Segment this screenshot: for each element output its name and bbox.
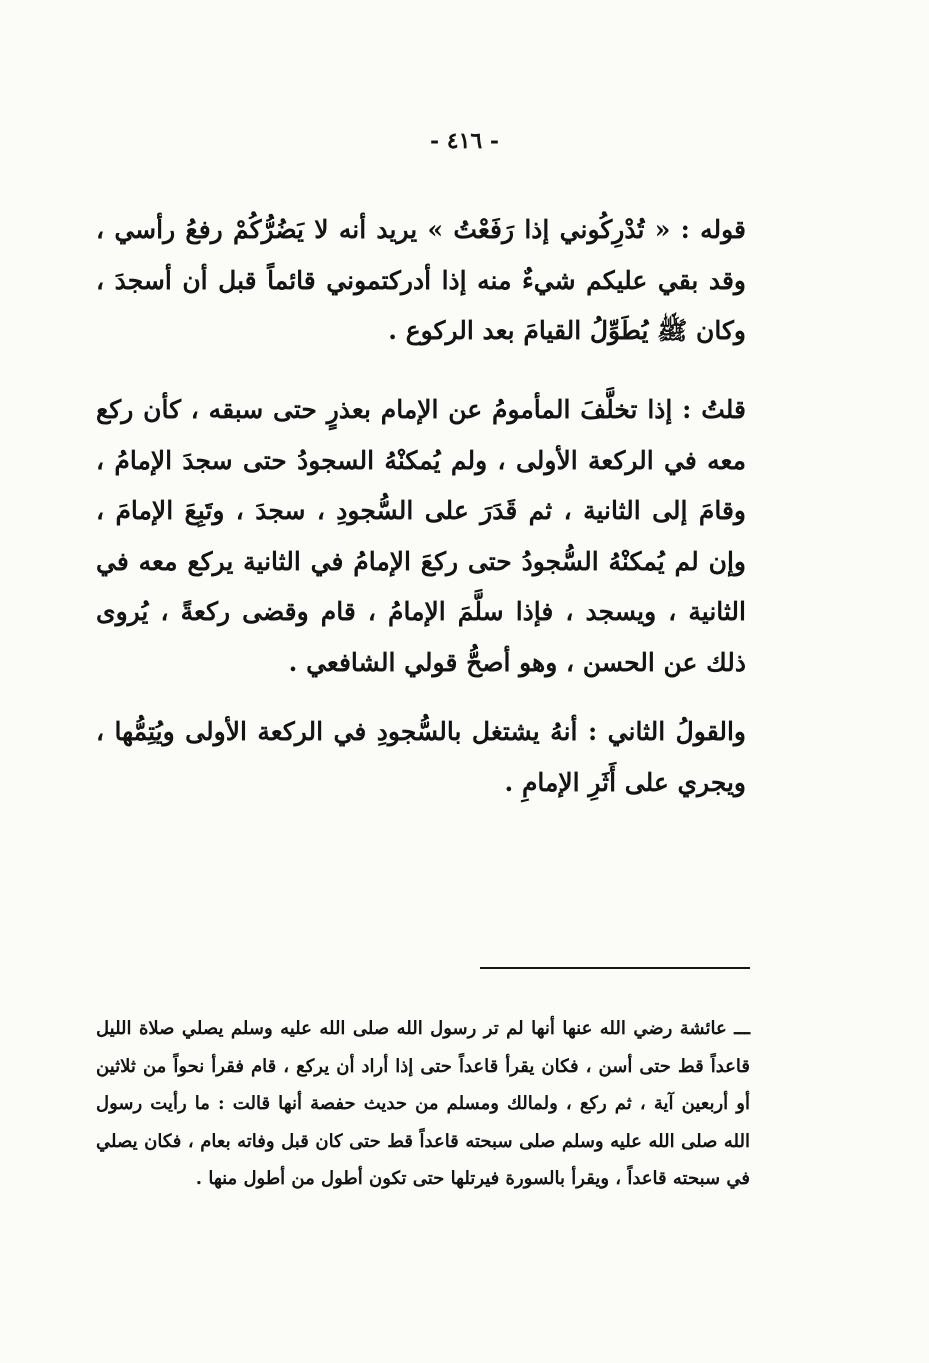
footnote: ـــ عائشة رضي الله عنها أنها لم تر رسول الله صلى الله عليه وسلم يصلي صلاة الليل قاعداً قط حتى أسن ، فكان يقرأ قاعداً حتى إذا أراد أن يركع ، قام فقرأ نحواً من ثلاثين أو أربعين آية ، ثم ركع ، ولمالك ومسلم من حديث حفصة أنها قالت : ما رأيت رسول الله صلى الله عليه وسلم صلى سبحته قاعداً قط حتى كان قبل وفاته بعام ، فكان يصلي في سبحته قاعداً ، ويقرأ بالسورة فيرتلها حتى تكون أطول من أطول منها . (96, 1018, 750, 1189)
body-paragraph: والقولُ الثاني : أنهُ يشتغل بالسُّجودِ في الركعة الأولى ويُتِمُّها ، ويجري على أَثَرِ الإمامِ . (96, 717, 746, 797)
body-paragraph: قوله : « تُدْرِكُوني إذا رَفَعْتُ » يريد أنه لا يَضُرُّكُمْ رفعُ رأسي ، وقد بقي عليكم شيءٌ منه إذا أدركتموني قائماً قبل أن أسجدَ ، وكان ﷺ يُطَوِّلُ القيامَ بعد الركوع . (96, 215, 746, 345)
footnote-divider (480, 967, 750, 969)
page-number: - ٤١٦ - (429, 128, 500, 154)
body-paragraph: قلتُ : إذا تخلَّفَ المأمومُ عن الإمام بعذرٍ حتى سبقه ، كأن ركع معه في الركعة الأولى ، ولم يُمكنْهُ السجودُ حتى سجدَ الإمامُ ، وقامَ إلى الثانية ، ثم قَدَرَ على السُّجودِ ، سجدَ ، وتَبِعَ الإمامَ ، وإن لم يُمكنْهُ السُّجودُ حتى ركعَ الإمامُ في الثانية يركع معه في الثانية ، ويسجد ، فإذا سلَّمَ الإمامُ ، قام وقضى ركعةً ، يُروى ذلك عن الحسن ، وهو أصحُّ قولي الشافعي . (96, 395, 746, 677)
